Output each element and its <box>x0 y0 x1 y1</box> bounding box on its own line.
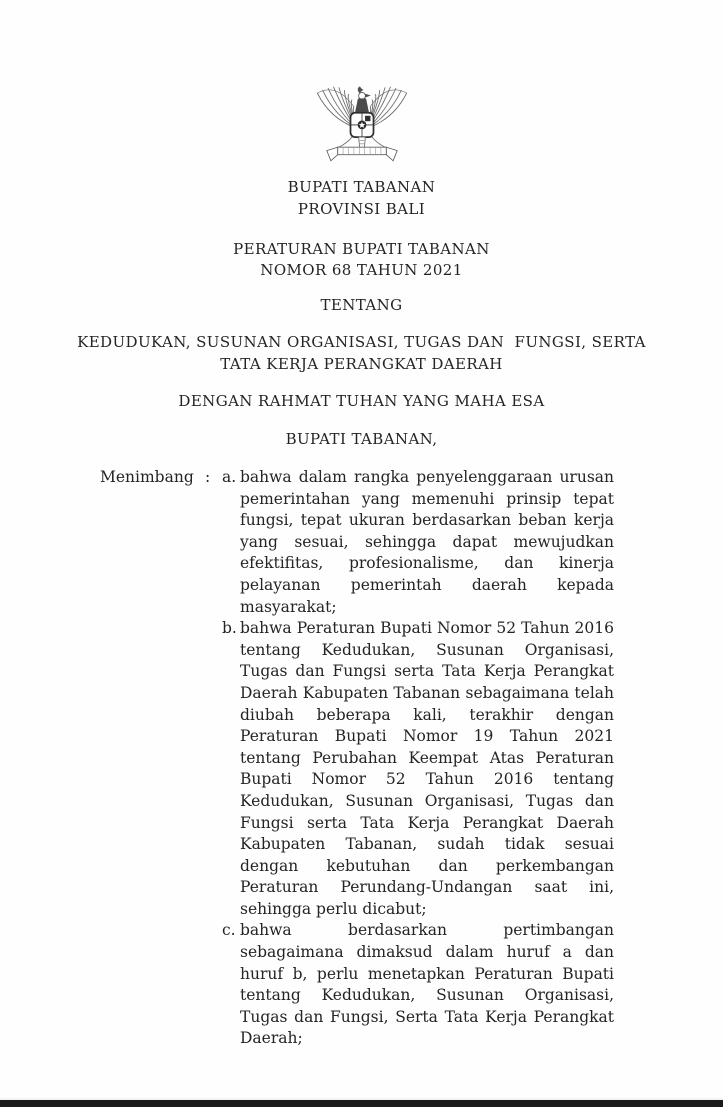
menimbang-section <box>100 467 614 1050</box>
item-text: bahwa Peraturan Bupati Nomor 52 Tahun 2016 tentang Kedudukan, Susunan Organisasi, Tugas dan Fungsi serta Tata Kerja Perangkat Daerah Kabupaten Tabanan sebagaimana telah diubah beberapa kali, terakhir dengan Peraturan Bupati Nomor 19 Tahun 2021 tentang Perubahan Keempat Atas Peraturan Bupati Nomor 52 Tahun 2016 tentang Kedudukan, Susunan Organisasi, Tugas dan Fungsi serta Tata Kerja Perangkat Daerah Kabupaten Tabanan, sudah tidak sesuai dengan kebutuhan dan perkembangan Peraturan Perundang-Undangan saat ini, sehingga perlu dicabut; <box>240 619 614 918</box>
consideration-list <box>222 467 614 1050</box>
subject-line-2: TATA KERJA PERANGKAT DAERAH <box>220 355 503 373</box>
item-text: bahwa berdasarkan pertimbangan sebagaimana dimaksud dalam huruf a dan huruf b, perlu menetapkan Peraturan Bupati tentang Kedudukan, Susunan Organisasi, Tugas dan Fungsi, Serta Tata Kerja Perangkat Daerah; <box>240 921 614 1048</box>
item-letter: b. <box>222 619 237 638</box>
item-letter: c. <box>222 921 236 940</box>
issuer-line: BUPATI TABANAN, <box>285 430 438 448</box>
colon-separator: : <box>205 468 211 486</box>
invocation-line: DENGAN RAHMAT TUHAN YANG MAHA ESA <box>178 392 545 410</box>
menimbang-label: Menimbang <box>100 468 194 486</box>
consideration-item-a <box>222 467 614 618</box>
regulation-title: PERATURAN BUPATI TABANAN <box>233 240 490 258</box>
item-text: bahwa dalam rangka penyelenggaraan urusan pemerintahan yang memenuhi prinsip tepat fungsi, tepat ukuran berdasarkan beban kerja yang sesuai, sehingga dapat mewujudkan efektifitas, profesionalisme, dan kinerja pelayanan pemerintah daerah kepada masyarakat; <box>240 468 614 616</box>
province-name: PROVINSI BALI <box>297 200 426 218</box>
authority-name: BUPATI TABANAN <box>287 178 436 196</box>
tentang-label: TENTANG <box>320 296 403 314</box>
consideration-item-b <box>222 618 614 920</box>
garuda-pancasila-emblem <box>307 85 417 177</box>
bottom-edge-bar <box>0 1100 723 1107</box>
item-letter: a. <box>222 468 237 486</box>
subject-line-1: KEDUDUKAN, SUSUNAN ORGANISASI, TUGAS DAN FUNGSI, SERTA <box>77 333 646 351</box>
consideration-item-c <box>222 920 614 1050</box>
regulation-number: NOMOR 68 TAHUN 2021 <box>260 261 463 279</box>
